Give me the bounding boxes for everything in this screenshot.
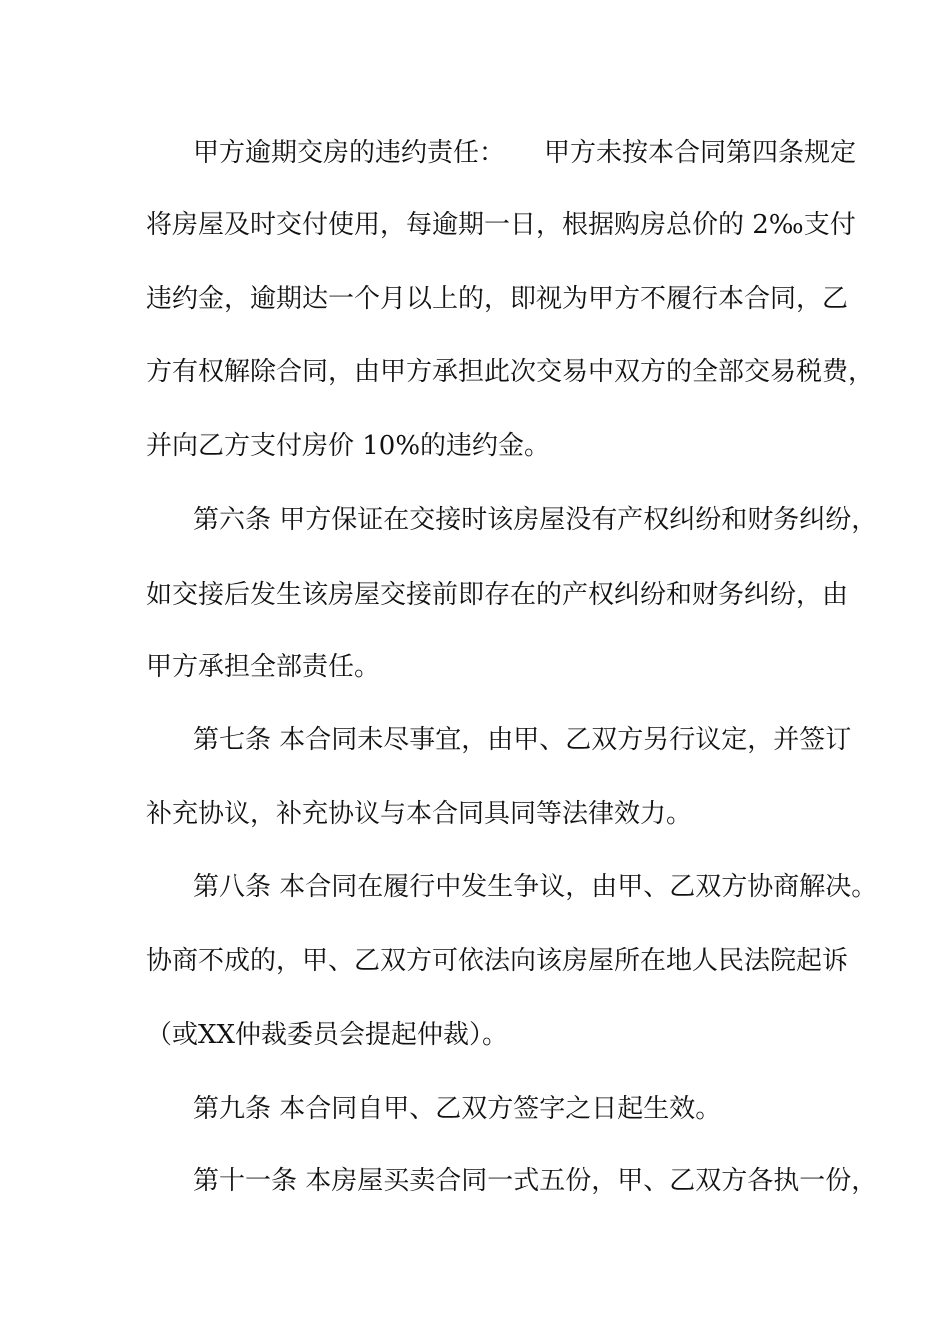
paragraph-line: 第十一条 本房屋买卖合同一式五份，甲、乙双方各执一份， [193,1166,878,1196]
paragraph-line: 违约金，逾期达一个月以上的，即视为甲方不履行本合同，乙 [146,284,849,314]
paragraph-line: 第九条 本合同自甲、乙双方签字之日起生效。 [193,1094,722,1124]
paragraph-line: 并向乙方支付房价 10%的违约金。 [146,431,551,461]
paragraph-line: 协商不成的，甲、乙双方可依法向该房屋所在地人民法院起诉 [146,946,849,976]
paragraph-line: 补充协议，补充协议与本合同具同等法律效力。 [146,799,693,829]
paragraph-line: 甲方承担全部责任。 [146,652,381,682]
paragraph-line: 第七条 本合同未尽事宜，由甲、乙双方另行议定，并签订 [193,725,852,755]
paragraph-line: 第六条 甲方保证在交接时该房屋没有产权纠纷和财务纠纷， [193,505,878,535]
paragraph-line: 如交接后发生该房屋交接前即存在的产权纠纷和财务纠纷，由 [146,580,849,610]
paragraph-line: 将房屋及时交付使用，每逾期一日，根据购房总价的 2‰支付 [146,210,856,240]
paragraph-line: （或XX仲裁委员会提起仲裁）。 [146,1020,509,1050]
paragraph-line: 甲方逾期交房的违约责任： 甲方未按本合同第四条规定 [193,138,857,168]
paragraph-line: 方有权解除合同，由甲方承担此次交易中双方的全部交易税费， [146,357,875,387]
paragraph-line: 第八条 本合同在履行中发生争议，由甲、乙双方协商解决。 [193,872,878,902]
